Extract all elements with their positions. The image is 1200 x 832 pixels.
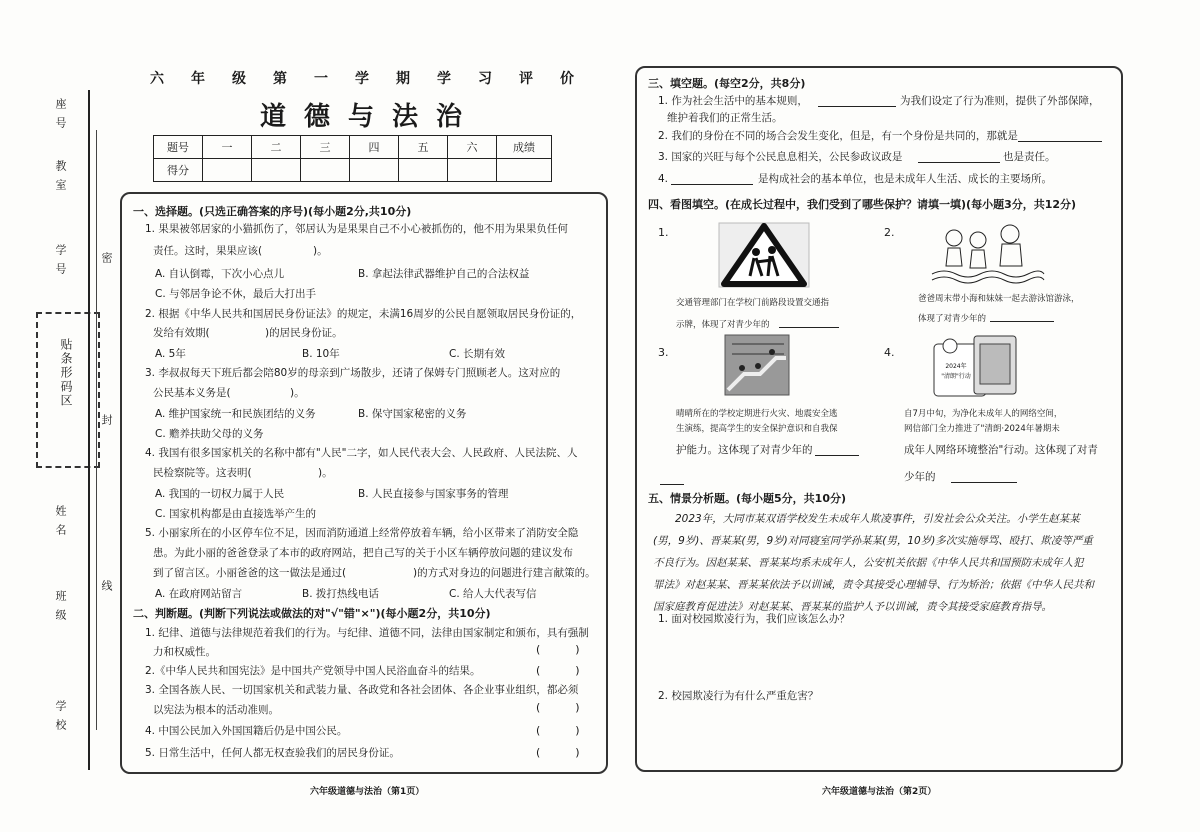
student-id-label: 学号 <box>54 244 67 282</box>
score-table-score-row <box>154 159 552 182</box>
fire-drill-evacuation-image <box>724 334 790 396</box>
q3-text: 公民基本义务是( <box>153 387 231 399</box>
fill-q2-text: 2. 我们的身份在不同的场合会发生变化，但是，有一个身份是共同的，那就是 <box>658 130 1018 142</box>
fill-q1-blank[interactable] <box>818 106 896 107</box>
score-entry-cell[interactable] <box>497 159 552 182</box>
fill-q2-blank[interactable] <box>1018 141 1102 142</box>
section-4-title: 四、看图填空。(在成长过程中，我们受到了哪些保护？请填一填)(每小题3分，共12分) <box>648 198 1077 211</box>
judge-q5-text: 5. 日常生活中，任何人都无权查验我们的居民身份证。 <box>145 747 400 759</box>
qinglang-campaign-image <box>930 332 1022 398</box>
score-cell: 五 <box>399 136 448 159</box>
subject-title: 道德与法治 <box>259 102 480 132</box>
score-cell: 三 <box>301 136 350 159</box>
binding-line-inner <box>96 130 97 730</box>
traffic-school-sign-image <box>718 222 810 288</box>
pic-q4-number: 4. <box>884 346 895 359</box>
score-table <box>153 135 552 182</box>
q2-option-a[interactable]: A. 5年 <box>155 348 186 360</box>
pic-q3-number: 3. <box>658 346 669 359</box>
seal-mark-xian: 线 <box>100 580 113 591</box>
q5-text: 到了留言区。小丽爸爸的这一做法是通过( <box>153 567 347 579</box>
section-1-title: 一、选择题。(只选正确答案的序号)(每小题2分,共10分) <box>133 205 412 218</box>
section-2-title: 二、判断题。(判断下列说法或做法的对"√"错"×")(每小题2分，共10分) <box>133 607 491 620</box>
score-cell: 一 <box>203 136 252 159</box>
q3-option-b[interactable]: B. 保守国家秘密的义务 <box>358 408 467 420</box>
pic-q3-caption: 护能力。这体现了对青少年的 <box>676 444 813 456</box>
judge-q3-text: 以宪法为根本的活动准则。 <box>153 704 279 716</box>
seal-mark-feng: 封 <box>100 414 113 425</box>
pic-q2-number: 2. <box>884 226 895 239</box>
analysis-q2-text: 2. 校园欺凌行为有什么严重危害？ <box>658 690 819 702</box>
fill-q3-blank[interactable] <box>918 162 1000 163</box>
binding-line-outer <box>88 90 90 770</box>
fill-q3-text: 3. 国家的兴旺与每个公民息息相关，公民参政议政是 <box>658 151 903 163</box>
judge-q2-text: 2.《中华人民共和国宪法》是中国共产党领导中国人民浴血奋斗的结果。 <box>145 665 481 677</box>
pic-q4-caption: 少年的 <box>904 471 936 483</box>
q5-text: 患。为此小丽的爸爸登录了本市的政府网站，把自己写的关于小区车辆停放问题的建议发布 <box>153 547 573 559</box>
q1-text: 1. 果果被邻居家的小猫抓伤了，邻居认为是果果自己不小心被抓伤的，他不用为果果负任何 <box>145 223 568 235</box>
section-3-title: 三、填空题。(每空2分，共8分) <box>648 77 806 90</box>
q1-text: 责任。这时，果果应该( <box>153 245 263 257</box>
q3-option-c[interactable]: C. 赡养扶助父母的义务 <box>155 428 264 440</box>
q5-option-c[interactable]: C. 给人大代表写信 <box>449 588 537 600</box>
judge-q3-answer-box[interactable]: ( ) <box>536 701 580 714</box>
score-entry-cell[interactable] <box>350 159 399 182</box>
score-entry-cell[interactable] <box>301 159 350 182</box>
barcode-sticker-label: 贴条形码区 <box>59 338 73 408</box>
fill-q1-text: 1. 作为社会生活中的基本规则， <box>658 95 808 107</box>
q2-option-c[interactable]: C. 长期有效 <box>449 348 506 360</box>
pic-q1-caption: 交通管理部门在学校门前路段设置交通指 <box>676 298 830 308</box>
score-cell: 六 <box>448 136 497 159</box>
q1-text: )。 <box>313 245 328 257</box>
q3-text: )。 <box>290 387 305 399</box>
page-footer-right: 六年级道德与法治（第2页） <box>822 787 937 797</box>
pic-q4-caption: 成年人网络环境整治"行动。这体现了对青 <box>904 444 1098 456</box>
swimming-children-image <box>930 222 1046 284</box>
case-text: 不良行为。因赵某某、晋某某均系未成年人，公安机关依据《中华人民共和国预防未成年人犯 <box>653 557 1084 569</box>
analysis-q2-answer-area[interactable] <box>660 706 1100 762</box>
score-cell: 二 <box>252 136 301 159</box>
score-entry-cell[interactable] <box>252 159 301 182</box>
pic-q1-caption: 示牌，体现了对青少年的 <box>676 320 770 330</box>
analysis-q1-text: 1. 面对校园欺凌行为，我们应该怎么办？ <box>658 613 850 625</box>
q2-text: 2. 根据《中华人民共和国居民身份证法》的规定，未满16周岁的公民自愿领取居民身份证的， <box>145 308 582 320</box>
analysis-q1-answer-area[interactable] <box>660 630 1100 682</box>
pic-q3-caption: 晴晴所在的学校定期进行火灾、地震安全逃 <box>676 409 838 419</box>
school-label: 学校 <box>54 700 67 738</box>
case-text: 国家庭教育促进法》对赵某某、晋某某的监护人予以训诫，责令其接受家庭教育指导。 <box>653 601 1052 613</box>
pic-q2-caption: 体现了对青少年的 <box>918 314 987 324</box>
svg-text:"清朗"行动: "清朗"行动 <box>941 373 971 380</box>
q4-text: 民检察院等。这表明( <box>153 467 252 479</box>
judge-q2-answer-box[interactable]: ( ) <box>536 664 580 677</box>
seal-mark-mi: 密 <box>100 252 113 263</box>
judge-q4-answer-box[interactable]: ( ) <box>536 724 580 737</box>
q2-option-b[interactable]: B. 10年 <box>302 348 340 360</box>
q2-text: 发给有效期( <box>153 327 210 339</box>
score-cell: 四 <box>350 136 399 159</box>
pic-q2-blank[interactable] <box>990 321 1054 322</box>
pic-q1-blank[interactable] <box>779 327 839 328</box>
pic-q2-caption: 爸爸周末带小海和妹妹一起去游泳馆游泳， <box>918 294 1080 304</box>
score-entry-cell[interactable] <box>203 159 252 182</box>
q5-option-b[interactable]: B. 拨打热线电话 <box>302 588 379 600</box>
svg-text:2024年: 2024年 <box>945 363 967 370</box>
q5-text: 5. 小丽家所在的小区停车位不足，因而消防通道上经常停放着车辆，给小区带来了消防安全隐 <box>145 527 579 539</box>
q2-text: )的居民身份证。 <box>265 327 343 339</box>
score-entry-cell[interactable] <box>448 159 497 182</box>
pic-q3-second-blank[interactable] <box>660 484 684 485</box>
page-footer-left: 六年级道德与法治（第1页） <box>310 787 425 797</box>
fill-q4-text: 是构成社会的基本单位，也是未成年人生活、成长的主要场所。 <box>758 173 1052 185</box>
pic-q3-caption: 生演练，提高学生的安全保护意识和自我保 <box>676 424 838 434</box>
q4-option-b[interactable]: B. 人民直接参与国家事务的管理 <box>358 488 509 500</box>
class-label: 班级 <box>54 590 67 628</box>
section-5-title: 五、情景分析题。(每小题5分，共10分) <box>648 492 847 505</box>
classroom-label: 教室 <box>54 160 67 198</box>
pic-q4-caption: 网信部门全力推进了"清朗·2024年暑期未 <box>904 424 1060 434</box>
q4-text: 4. 我国有很多国家机关的名称中都有"人民"二字，如人民代表大会、人民政府、人民法院、人 <box>145 447 578 459</box>
pic-q1-number: 1. <box>658 226 669 239</box>
fill-q1-text: 为我们设定了行为准则，提供了外部保障， <box>900 95 1100 107</box>
q1-option-a[interactable]: A. 自认倒霉，下次小心点儿 <box>155 268 285 280</box>
fill-q1-text: 维护着我们的正常生活。 <box>667 112 783 124</box>
q4-option-a[interactable]: A. 我国的一切权力属于人民 <box>155 488 285 500</box>
q1-option-c[interactable]: C. 与邻居争论不休，最后大打出手 <box>155 288 317 300</box>
case-text: 罪法》对赵某某、晋某某依法予以训诫，责令其接受心理辅导、行为矫治；依据《中华人民共和 <box>653 579 1094 591</box>
seat-label: 座号 <box>54 98 67 136</box>
case-text: (男，9岁)、晋某某(男，9岁)对同寝室同学孙某某(男，10岁)多次实施辱骂、殴打、欺凌等严重 <box>653 535 1093 547</box>
q1-option-b[interactable]: B. 拿起法律武器维护自己的合法权益 <box>358 268 530 280</box>
q5-text: )的方式对身边的问题进行建言献策的。 <box>413 567 596 579</box>
q5-option-a[interactable]: A. 在政府网站留言 <box>155 588 243 600</box>
q3-text: 3. 李叔叔每天下班后都会陪80岁的母亲到广场散步，还请了保姆专门照顾老人。这对应的 <box>145 367 561 379</box>
case-text: 2023年，大同市某双语学校发生未成年人欺凌事件，引发社会公众关注。小学生赵某某 <box>675 513 1080 525</box>
judge-q5-answer-box[interactable]: ( ) <box>536 746 580 759</box>
fill-q4-blank[interactable] <box>671 184 753 185</box>
score-table-header-row <box>154 136 552 159</box>
pic-q4-blank[interactable] <box>951 482 1017 483</box>
q4-option-c[interactable]: C. 国家机构都是由直接选举产生的 <box>155 508 317 520</box>
judge-q1-text: 1. 纪律、道德与法律规范着我们的行为。与纪律、道德不同，法律由国家制定和颁布，具有强制 <box>145 627 589 639</box>
score-cell: 得分 <box>154 159 203 182</box>
name-label: 姓名 <box>54 505 67 543</box>
judge-q3-text: 3. 全国各族人民、一切国家机关和武装力量、各政党和各社会团体、各企业事业组织，都必须 <box>145 684 579 696</box>
exam-title: 六年级第一学期学习评价 <box>150 71 601 87</box>
score-entry-cell[interactable] <box>399 159 448 182</box>
score-cell: 题号 <box>154 136 203 159</box>
judge-q1-text: 力和权威性。 <box>153 646 216 658</box>
pic-q4-caption: 自7月中旬，为净化未成年人的网络空间， <box>904 409 1063 419</box>
judge-q4-text: 4. 中国公民加入外国国籍后仍是中国公民。 <box>145 725 348 737</box>
q3-option-a[interactable]: A. 维护国家统一和民族团结的义务 <box>155 408 316 420</box>
fill-q3-text: 也是责任。 <box>1003 151 1056 163</box>
fill-q4-text: 4. <box>658 173 669 185</box>
judge-q1-answer-box[interactable]: ( ) <box>536 643 580 656</box>
score-cell: 成绩 <box>497 136 552 159</box>
pic-q3-blank[interactable] <box>815 455 859 456</box>
q4-text: )。 <box>318 467 333 479</box>
